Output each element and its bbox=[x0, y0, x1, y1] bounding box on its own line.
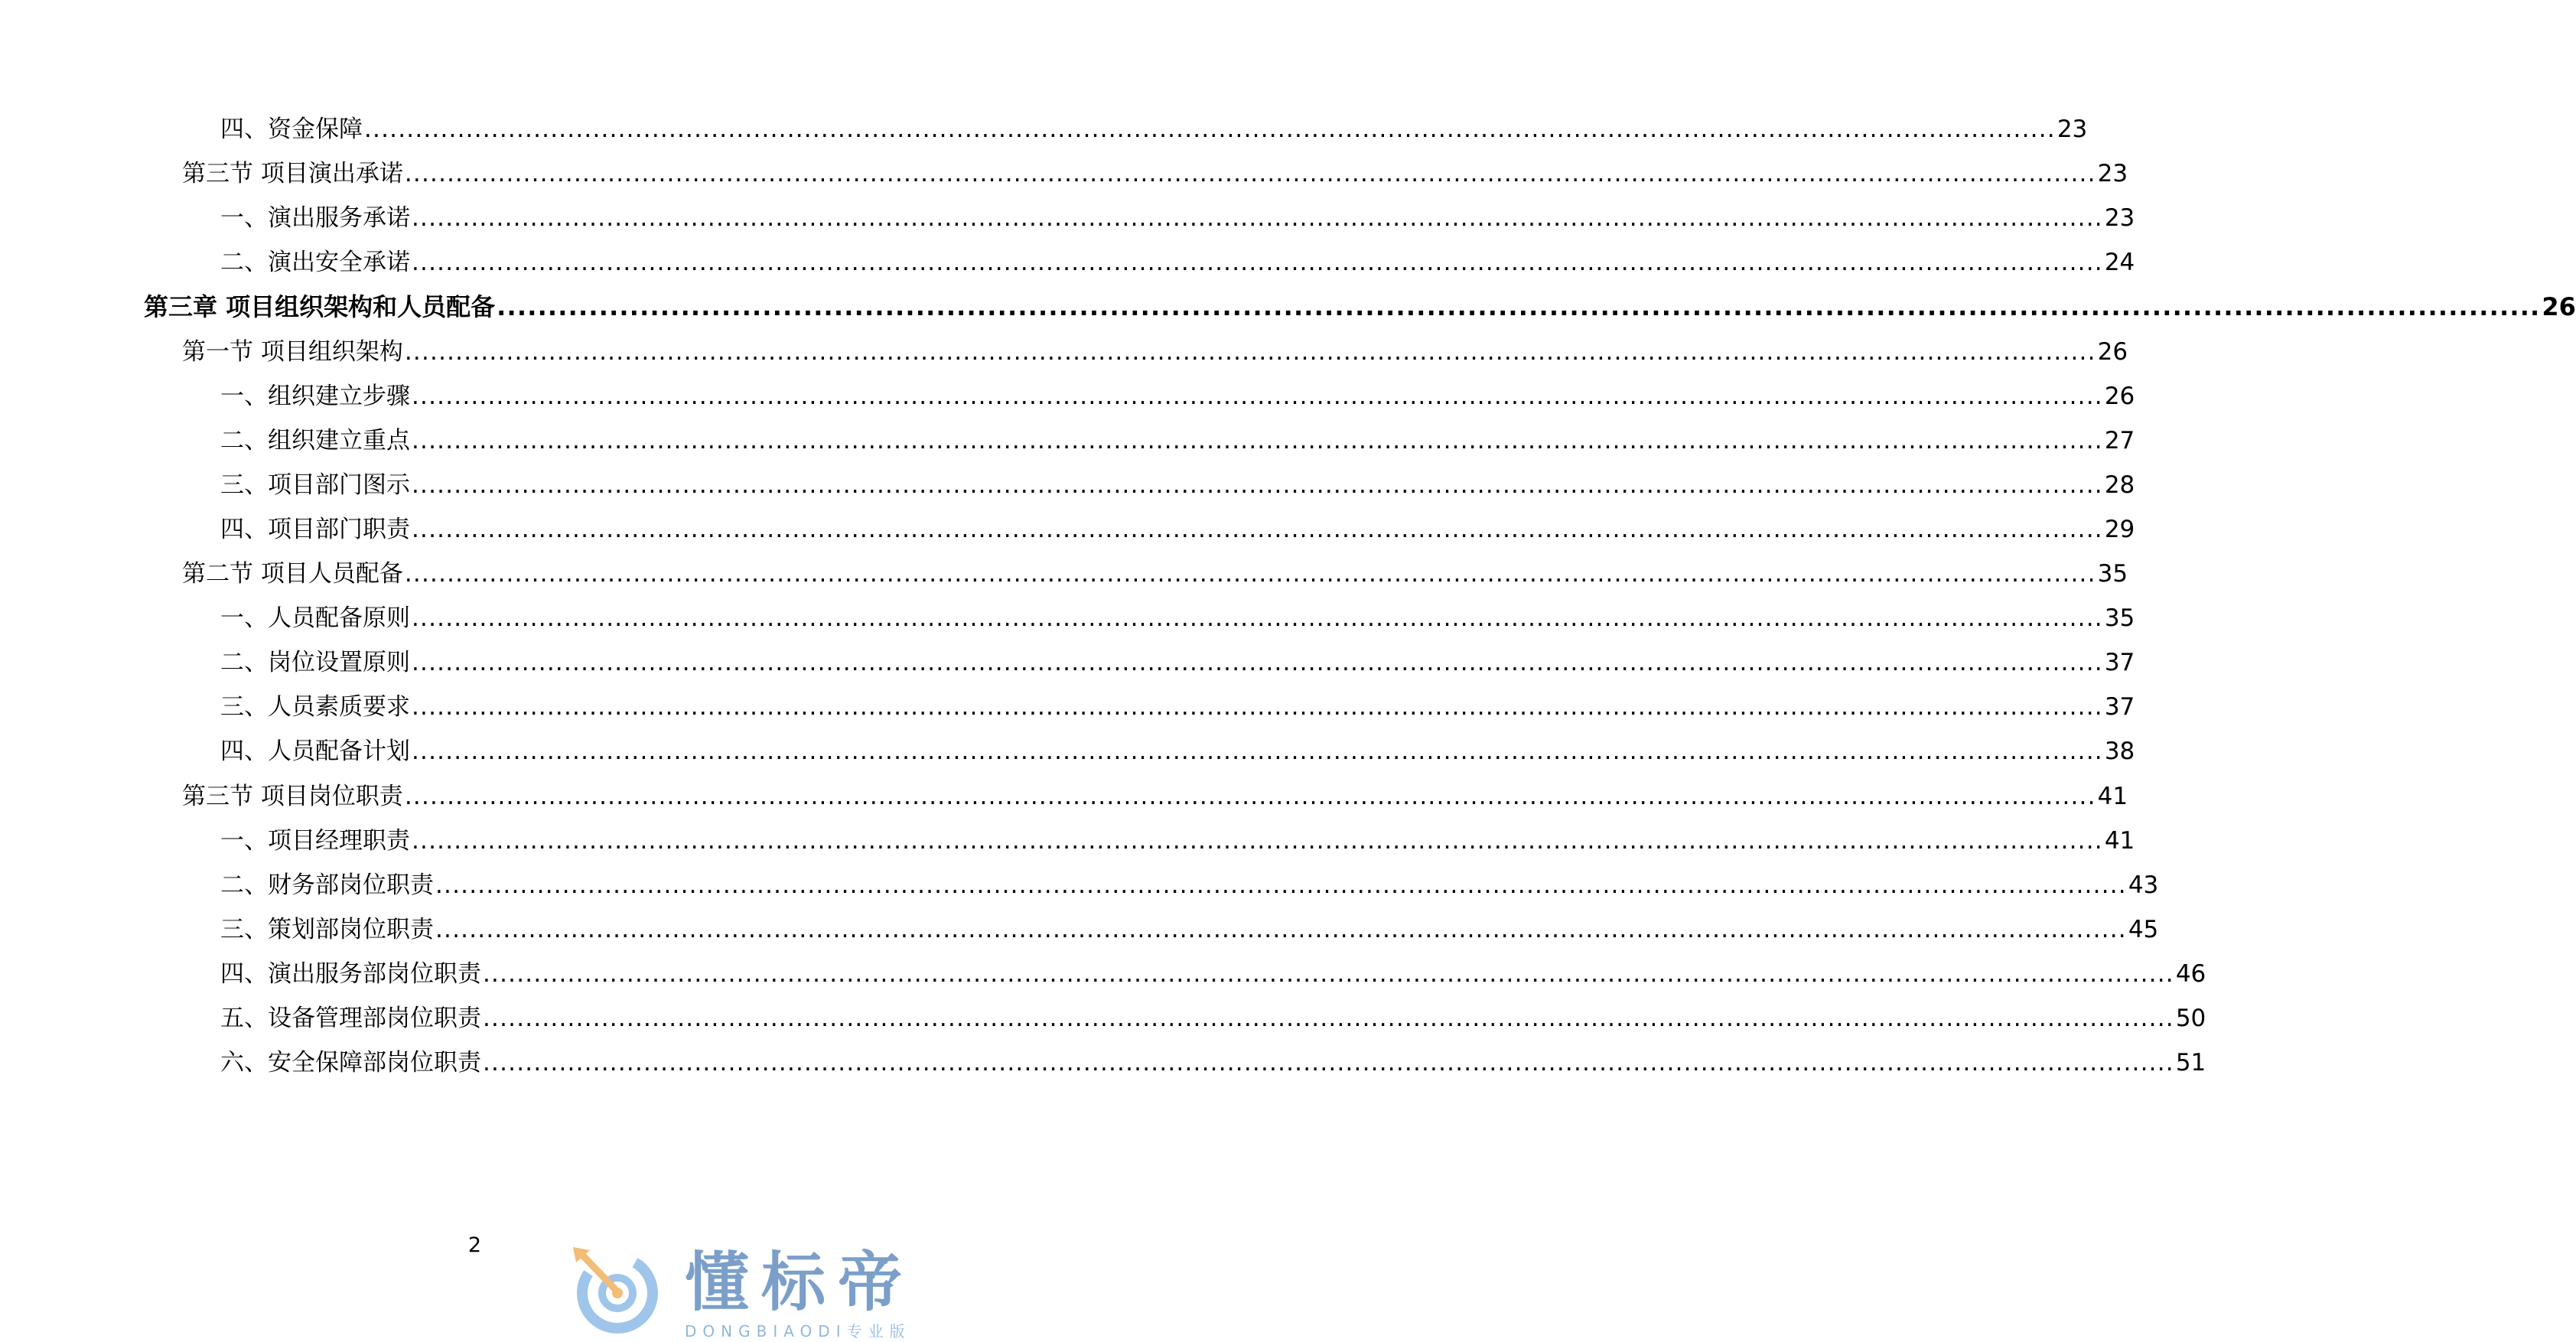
toc-entry[interactable] bbox=[220, 823, 2135, 858]
toc-entry-page: 35 bbox=[2097, 560, 2128, 588]
watermark-text: 懂标帝 bbox=[685, 1245, 915, 1320]
toc-entry[interactable] bbox=[144, 289, 2576, 324]
toc-entry[interactable] bbox=[182, 556, 2128, 591]
toc-leader-dots: ........................................................................................................................................................................................................ bbox=[483, 1049, 2174, 1077]
toc-entry-page: 46 bbox=[2175, 959, 2206, 988]
toc-entry-label: 第三节 项目岗位职责 bbox=[182, 782, 403, 810]
toc-entry[interactable] bbox=[220, 645, 2135, 680]
toc-entry-label: 四、人员配备计划 bbox=[220, 738, 410, 766]
toc-leader-dots: ........................................................................................................................................................................................................ bbox=[404, 560, 2096, 588]
toc-entry[interactable] bbox=[220, 245, 2135, 280]
toc-entry-page: 26 bbox=[2097, 337, 2128, 366]
toc-leader-dots: ........................................................................................................................................................................................................ bbox=[435, 915, 2127, 943]
toc-entry-page: 27 bbox=[2104, 426, 2135, 454]
watermark-subtext: DONGBIAODI专业版 bbox=[685, 1322, 911, 1340]
toc-leader-dots: ........................................................................................................................................................................................................ bbox=[412, 426, 2103, 454]
toc-entry-page: 41 bbox=[2104, 826, 2135, 855]
toc-entry-page: 23 bbox=[2057, 116, 2088, 143]
toc-entry[interactable] bbox=[220, 200, 2135, 236]
toc-entry-label: 三、项目部门图示 bbox=[220, 471, 410, 499]
toc-entry-page: 50 bbox=[2175, 1005, 2206, 1032]
toc-leader-dots: ........................................................................................................................................................................................................ bbox=[435, 871, 2127, 899]
toc-leader-dots: ........................................................................................................................................................................................................ bbox=[483, 1005, 2174, 1032]
toc-leader-dots: ........................................................................................................................................................................................................ bbox=[483, 959, 2174, 988]
toc-entry-label: 一、演出服务承诺 bbox=[220, 204, 410, 233]
toc-entry-page: 29 bbox=[2104, 515, 2135, 543]
toc-entry-label: 四、演出服务部岗位职责 bbox=[220, 959, 481, 988]
toc-entry[interactable] bbox=[182, 779, 2128, 814]
toc-entry-page: 38 bbox=[2104, 738, 2135, 766]
toc-entry-page: 23 bbox=[2097, 160, 2128, 188]
toc-entry-page: 43 bbox=[2128, 871, 2159, 899]
toc-entry-page: 37 bbox=[2104, 649, 2135, 677]
toc-entry[interactable] bbox=[220, 423, 2135, 458]
watermark-logo bbox=[570, 1245, 930, 1340]
toc-leader-dots: ........................................................................................................................................................................................................ bbox=[412, 382, 2103, 410]
toc-entry-label: 三、策划部岗位职责 bbox=[220, 915, 434, 943]
toc-entry[interactable] bbox=[220, 379, 2135, 414]
toc-entry-label: 六、安全保障部岗位职责 bbox=[220, 1049, 481, 1077]
toc-leader-dots: ........................................................................................................................................................................................................ bbox=[412, 826, 2103, 855]
toc-entry[interactable] bbox=[220, 956, 2206, 992]
toc-entry-label: 五、设备管理部岗位职责 bbox=[220, 1005, 481, 1032]
toc-entry-page: 37 bbox=[2104, 693, 2135, 721]
toc-entry-label: 第一节 项目组织架构 bbox=[182, 337, 403, 366]
toc-entry-label: 二、演出安全承诺 bbox=[220, 249, 410, 277]
toc-entry-page: 28 bbox=[2104, 471, 2135, 499]
toc-entry-label: 第三节 项目演出承诺 bbox=[182, 160, 403, 188]
toc-entry-page: 35 bbox=[2104, 604, 2135, 633]
toc-entry[interactable] bbox=[182, 156, 2128, 191]
toc-leader-dots: ........................................................................................................................................................................................................ bbox=[412, 693, 2103, 721]
toc-entry-label: 二、财务部岗位职责 bbox=[220, 871, 434, 899]
toc-entry-label: 一、人员配备原则 bbox=[220, 604, 410, 633]
toc-entry-page: 23 bbox=[2104, 204, 2135, 233]
toc-leader-dots: ........................................................................................................................................................................................................ bbox=[412, 515, 2103, 543]
toc-entry-label: 第三章 项目组织架构和人员配备 bbox=[144, 292, 496, 322]
toc-entry[interactable] bbox=[220, 1045, 2206, 1080]
toc-entry[interactable] bbox=[220, 912, 2159, 947]
toc-entry[interactable] bbox=[220, 689, 2135, 725]
toc-leader-dots: ........................................................................................................................................................................................................ bbox=[364, 116, 2056, 143]
toc-leader-dots: ........................................................................................................................................................................................................ bbox=[412, 204, 2103, 233]
target-icon bbox=[570, 1246, 669, 1337]
toc-entry[interactable] bbox=[220, 467, 2135, 503]
toc-entry[interactable] bbox=[182, 334, 2128, 370]
toc-entry-label: 一、项目经理职责 bbox=[220, 826, 410, 855]
toc-entry-page: 45 bbox=[2128, 915, 2159, 943]
toc-leader-dots: ........................................................................................................................................................................................................ bbox=[497, 292, 2541, 322]
toc-entry[interactable] bbox=[220, 112, 2088, 147]
page-number: 2 bbox=[467, 1233, 482, 1257]
toc-entry-label: 第二节 项目人员配备 bbox=[182, 560, 403, 588]
toc-entry[interactable] bbox=[220, 1001, 2206, 1036]
toc-leader-dots: ........................................................................................................................................................................................................ bbox=[412, 249, 2103, 277]
toc-entry-label: 二、岗位设置原则 bbox=[220, 649, 410, 677]
toc-entry-page: 41 bbox=[2097, 782, 2128, 810]
toc-entry[interactable] bbox=[220, 512, 2135, 547]
toc-entry-page: 51 bbox=[2175, 1049, 2206, 1077]
toc-leader-dots: ........................................................................................................................................................................................................ bbox=[404, 160, 2096, 188]
toc-entry-label: 四、项目部门职责 bbox=[220, 515, 410, 543]
toc-entry-page: 24 bbox=[2104, 249, 2135, 277]
toc-entry-label: 三、人员素质要求 bbox=[220, 693, 410, 721]
toc-leader-dots: ........................................................................................................................................................................................................ bbox=[412, 471, 2103, 499]
toc-entry-page: 26 bbox=[2542, 292, 2576, 322]
toc-leader-dots: ........................................................................................................................................................................................................ bbox=[412, 738, 2103, 766]
toc-entry[interactable] bbox=[220, 601, 2135, 636]
toc-entry[interactable] bbox=[220, 734, 2135, 769]
toc-leader-dots: ........................................................................................................................................................................................................ bbox=[412, 649, 2103, 677]
toc-entry-label: 二、组织建立重点 bbox=[220, 426, 410, 454]
toc-leader-dots: ........................................................................................................................................................................................................ bbox=[404, 782, 2096, 810]
toc-leader-dots: ........................................................................................................................................................................................................ bbox=[412, 604, 2103, 633]
toc-leader-dots: ........................................................................................................................................................................................................ bbox=[404, 337, 2096, 366]
toc-entry-label: 四、资金保障 bbox=[220, 116, 363, 143]
toc-entry[interactable] bbox=[220, 868, 2159, 903]
toc-entry-page: 26 bbox=[2104, 382, 2135, 410]
toc-entry-label: 一、组织建立步骤 bbox=[220, 382, 410, 410]
